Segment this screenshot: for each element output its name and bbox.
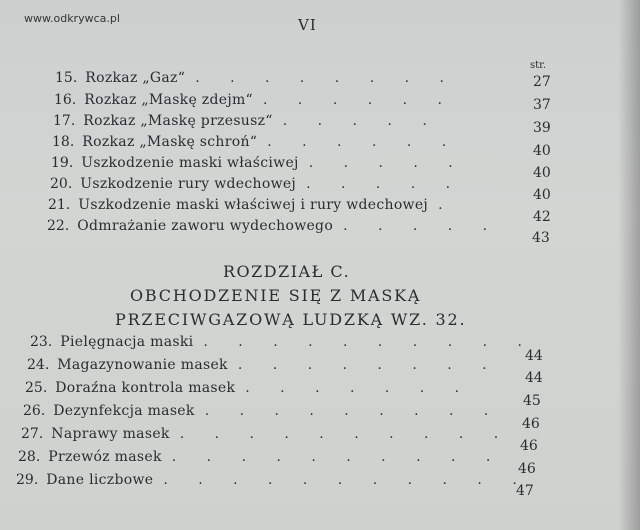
toc-entry-page: 40	[533, 143, 551, 159]
toc-entry-page: 46	[518, 461, 536, 477]
leader-dots: . . . . . . . .	[237, 357, 500, 373]
leader-dots: . . . . .	[308, 155, 466, 171]
toc-entry-number: 26.	[23, 403, 46, 419]
toc-entry	[53, 113, 440, 133]
toc-entry-page: 46	[520, 438, 538, 454]
toc-entry	[27, 357, 500, 377]
toc-entry-page: 39	[533, 120, 551, 136]
toc-entry	[52, 134, 459, 154]
toc-entry-number: 22.	[47, 218, 70, 234]
toc-entry-title: Rozkaz „Maskę schroń“	[82, 134, 258, 150]
toc-entry	[16, 472, 530, 492]
toc-entry-title: Uszkodzenie maski właściwej	[81, 155, 299, 171]
toc-entry-number: 24.	[27, 357, 50, 373]
toc-entry-title: Uszkodzenie rury wdechowej	[80, 176, 297, 192]
toc-entry-title: Rozkaz „Maskę przesusz“	[83, 113, 273, 129]
leader-dots: .	[438, 197, 456, 213]
toc-entry-number: 17.	[53, 113, 76, 129]
toc-entry	[55, 70, 457, 90]
toc-entry-number: 16.	[54, 92, 77, 108]
toc-entry-title: Magazynowanie masek	[57, 357, 228, 373]
toc-entry-number: 21.	[48, 197, 71, 213]
toc-entry-number: 19.	[51, 155, 74, 171]
leader-dots: . . . . . . . . . .	[179, 426, 512, 442]
leader-dots: . . . . . .	[267, 134, 460, 150]
toc-entry-title: Doraźna kontrola masek	[55, 380, 236, 396]
leader-dots: . . . . . . . . . . .	[163, 472, 530, 488]
toc-entry-number: 20.	[50, 176, 73, 192]
leader-dots: . . . . . .	[263, 92, 455, 108]
toc-entry-page: 27	[533, 74, 551, 90]
toc-entry-title: Naprawy masek	[51, 426, 170, 442]
toc-entry	[21, 426, 511, 446]
toc-entry-title: Uszkodzenie maski właściwej i rury wdechowej	[78, 197, 429, 213]
toc-entry-page: 42	[533, 209, 551, 225]
toc-entry	[23, 403, 501, 423]
toc-entry-title: Dezynfekcja masek	[53, 403, 195, 419]
leader-dots: . . . . .	[282, 113, 440, 129]
watermark: www.odkrywca.pl	[24, 12, 120, 25]
toc-entry-page: 43	[532, 230, 550, 246]
leader-dots: . . . . .	[306, 176, 464, 192]
toc-entry-number: 28.	[18, 449, 41, 465]
toc-entry	[54, 92, 455, 112]
toc-entry-number: 15.	[55, 70, 78, 86]
toc-entry-page: 40	[533, 165, 551, 181]
toc-entry-number: 29.	[16, 472, 39, 488]
toc-entry-number: 18.	[52, 134, 75, 150]
toc-entry	[18, 449, 503, 469]
leader-dots: . . . . . . . . . .	[203, 334, 535, 350]
leader-dots: . . . . . . . . .	[204, 403, 502, 419]
toc-entry	[47, 218, 500, 238]
toc-entry	[30, 334, 535, 354]
leader-dots: . . . . . . .	[245, 380, 473, 396]
toc-entry-page: 46	[522, 416, 540, 432]
toc-entry	[51, 155, 466, 175]
page-column-label: str.	[530, 60, 547, 71]
toc-entry-page: 44	[525, 370, 543, 386]
toc-entry-page: 44	[525, 348, 543, 364]
toc-entry-number: 27.	[21, 426, 44, 442]
toc-entry-page: 47	[516, 483, 534, 499]
toc-entry-number: 25.	[25, 380, 48, 396]
toc-entry-title: Odmrażanie zaworu wydechowego	[77, 218, 334, 234]
toc-entry	[25, 380, 472, 400]
leader-dots: . . . . . . . . . .	[171, 449, 504, 465]
chapter-subtitle-line2: PRZECIWGAZOWĄ LUDZKĄ WZ. 32.	[115, 310, 467, 329]
toc-entry-title: Przewóz masek	[48, 449, 162, 465]
toc-entry-title: Rozkaz „Gaz“	[85, 70, 186, 86]
toc-entry-page: 40	[533, 187, 551, 203]
toc-entry-page: 45	[523, 393, 541, 409]
toc-entry-title: Dane liczbowe	[46, 472, 154, 488]
toc-entry-page: 37	[533, 97, 551, 113]
leader-dots: . . . . .	[343, 218, 501, 234]
toc-entry-title: Rozkaz „Maskę zdejm“	[84, 92, 254, 108]
toc-entry-number: 23.	[30, 334, 53, 350]
leader-dots: . . . . . . . .	[195, 70, 457, 86]
page-edge-shadow	[618, 0, 640, 530]
toc-entry-title: Pielęgnacja maski	[60, 334, 194, 350]
page-number: VI	[298, 16, 317, 34]
chapter-subtitle-line1: OBCHODZENIE SIĘ Z MASKĄ	[130, 286, 422, 305]
toc-entry	[48, 197, 456, 217]
chapter-heading: ROZDZIAŁ C.	[223, 262, 351, 281]
toc-entry	[50, 176, 463, 196]
